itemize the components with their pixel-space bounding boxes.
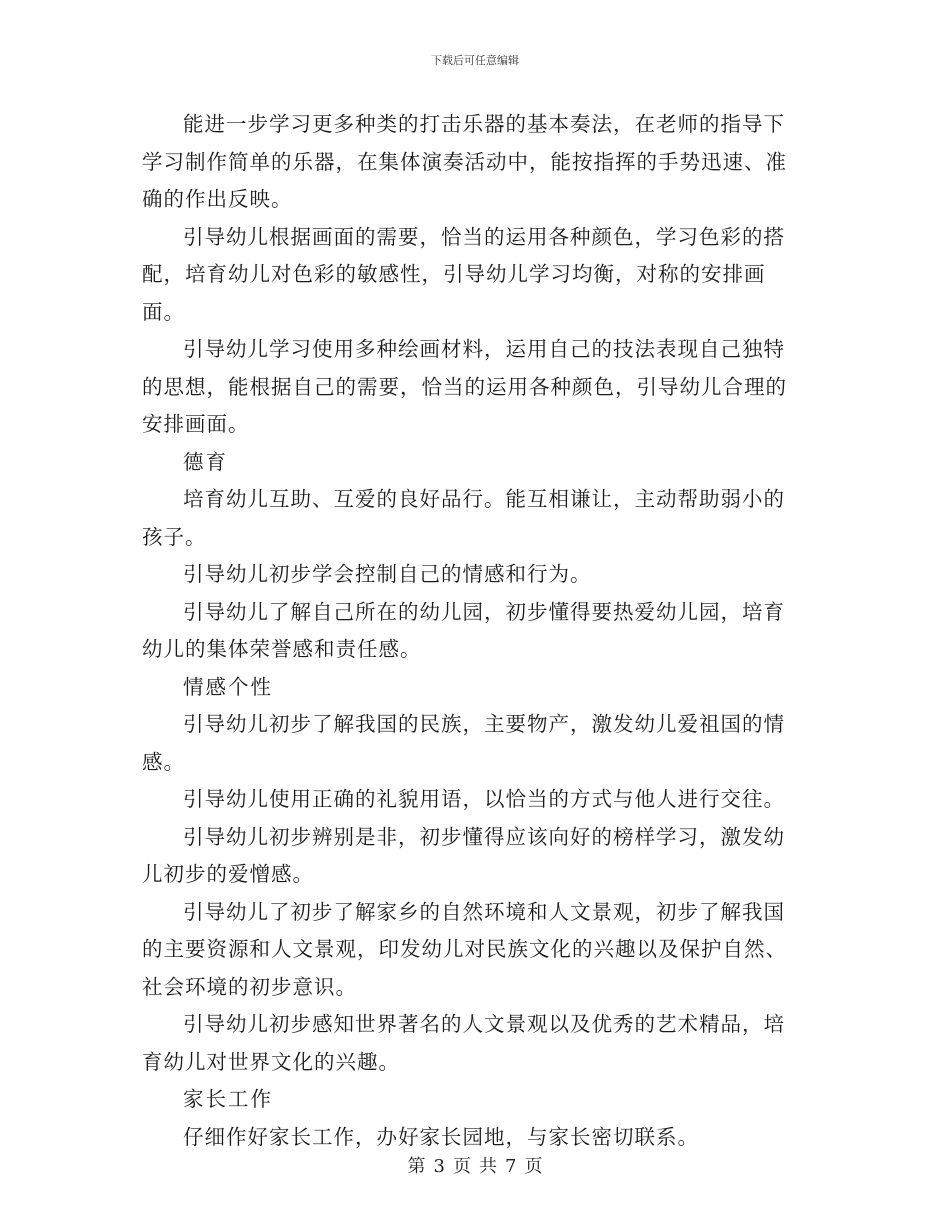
paragraph-polite-language: 引导幼儿使用正确的礼貌用语，以恰当的方式与他人进行交往。 bbox=[183, 787, 785, 811]
section-heading-moral: 德育 bbox=[183, 449, 228, 474]
paragraph-hometown: 引导幼儿了初步了解家乡的自然环境和人文景观，初步了解我国的主要资源和人文景观，印发幼儿对民族文化的兴趣以及保护自然、社会环境的初步意识。 bbox=[142, 899, 787, 999]
paragraph-world-culture: 引导幼儿初步感知世界著名的人文景观以及优秀的艺术精品，培育幼儿对世界文化的兴趣。 bbox=[142, 1012, 785, 1074]
paragraph-mutual-help: 培育幼儿互助、互爱的良好品行。能互相谦让，主动帮助弱小的孩子。 bbox=[142, 487, 785, 549]
section-heading-parents: 家长工作 bbox=[183, 1087, 273, 1111]
total-page-number: 7 bbox=[505, 1156, 517, 1177]
paragraph-color-matching: 引导幼儿根据画面的需要，恰当的运用各种颜色，学习色彩的搭配，培育幼儿对色彩的敏感性，引导幼儿学习均衡，对称的安排画面。 bbox=[142, 224, 785, 324]
page-footer bbox=[0, 1152, 950, 1178]
paragraph-drawing-materials: 引导幼儿学习使用多种绘画材料，运用自己的技法表现自己独特的思想，能根据自己的需要，恰当的运用各种颜色，引导幼儿合理的安排画面。 bbox=[142, 337, 787, 436]
current-page-number: 3 bbox=[433, 1156, 445, 1177]
paragraph-nation: 引导幼儿初步了解我国的民族，主要物产，激发幼儿爱祖国的情感。 bbox=[142, 712, 785, 774]
footer-total-prefix: 共 bbox=[479, 1156, 497, 1177]
page-header-note: 下载后可任意编辑 bbox=[431, 54, 519, 67]
footer-suffix: 页 bbox=[524, 1156, 543, 1177]
paragraph-percussion: 能进一步学习更多种类的打击乐器的基本奏法，在老师的指导下学习制作简单的乐器，在集体演奏活动中，能按指挥的手势迅速、准确的作出反映。 bbox=[142, 112, 787, 211]
paragraph-right-wrong: 引导幼儿初步辨别是非，初步懂得应该向好的榜样学习，激发幼儿初步的爱憎感。 bbox=[142, 824, 785, 886]
section-heading-emotion: 情感个性 bbox=[183, 674, 273, 699]
footer-prefix: 第 bbox=[407, 1156, 426, 1177]
document-body bbox=[142, 106, 802, 1156]
paragraph-self-control: 引导幼儿初步学会控制自己的情感和行为。 bbox=[183, 562, 592, 586]
paragraph-parent-work: 仔细作好家长工作，办好家长园地，与家长密切联系。 bbox=[183, 1124, 699, 1149]
footer-page-word: 页 bbox=[453, 1156, 471, 1177]
paragraph-love-kindergarten: 引导幼儿了解自己所在的幼儿园，初步懂得要热爱幼儿园，培育幼儿的集体荣誉感和责任感。 bbox=[142, 599, 785, 661]
